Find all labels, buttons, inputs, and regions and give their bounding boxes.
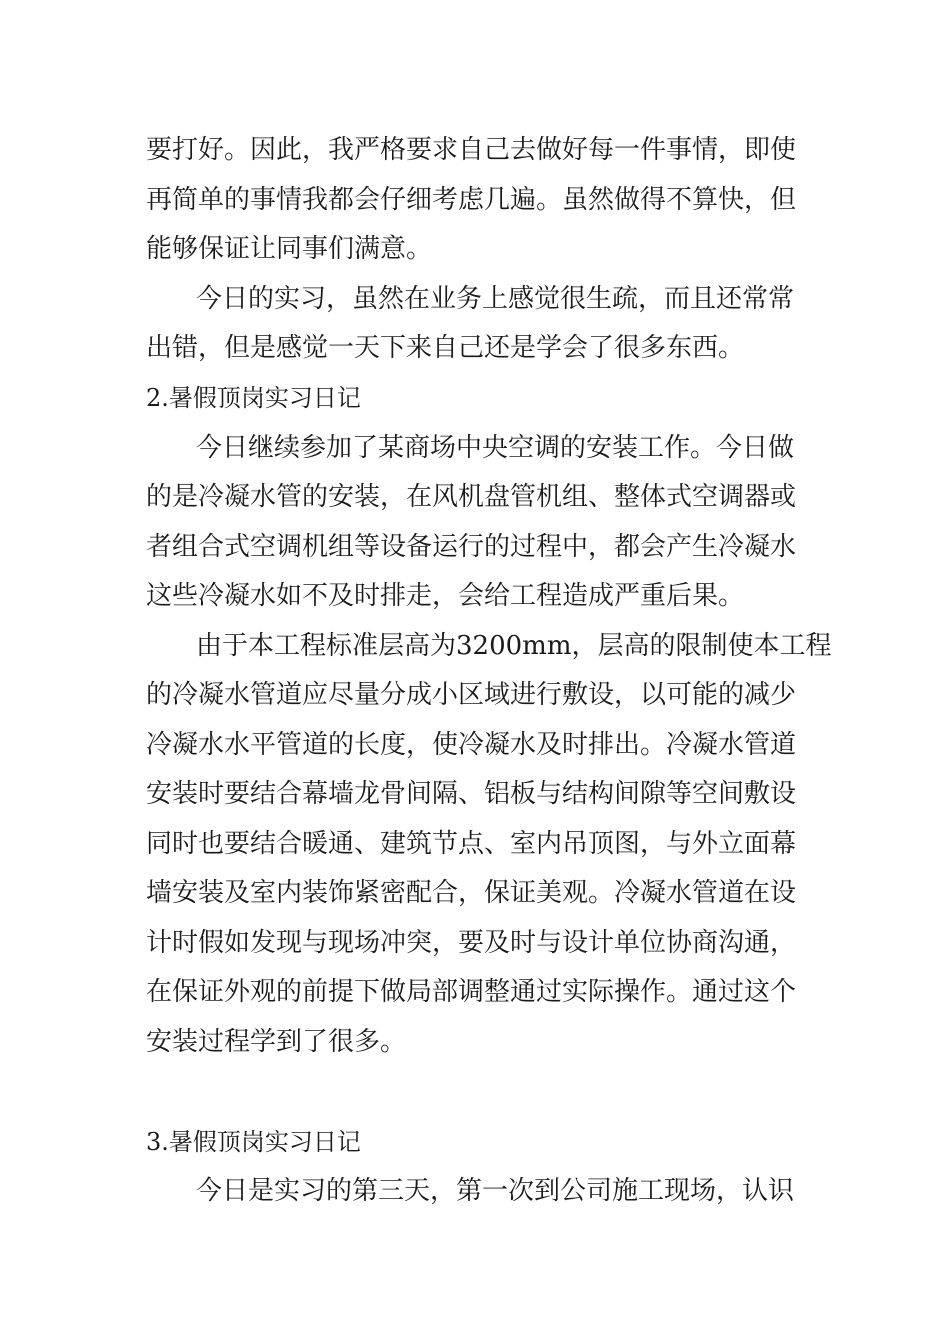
paragraph-line: 同时也要结合暖通、建筑节点、室内吊顶图，与外立面幕 — [146, 829, 797, 859]
section-heading: 3.暑假顶岗实习日记 — [146, 1128, 361, 1156]
paragraph-line: 安装时要结合幕墙龙骨间隔、铝板与结构间隙等空间敷设 — [146, 779, 797, 809]
paragraph-line: 者组合式空调机组等设备运行的过程中，都会产生冷凝水 — [146, 532, 797, 562]
paragraph-line: 的冷凝水管道应尽量分成小区域进行敷设，以可能的减少 — [146, 680, 797, 710]
paragraph-line: 在保证外观的前提下做局部调整通过实际操作。通过这个 — [146, 977, 797, 1007]
paragraph-line: 要打好。因此，我严格要求自己去做好每一件事情，即使 — [146, 135, 797, 165]
paragraph-line: 计时假如发现与现场冲突，要及时与设计单位协商沟通， — [146, 928, 797, 958]
paragraph-line: 由于本工程标准层高为3200mm，层高的限制使本工程 — [196, 631, 832, 661]
paragraph-line: 今日是实习的第三天，第一次到公司施工现场，认识 — [196, 1176, 795, 1206]
paragraph-line: 出错，但是感觉一天下来自己还是学会了很多东西。 — [146, 333, 745, 363]
paragraph-line: 能够保证让同事们满意。 — [146, 234, 433, 264]
paragraph-line: 今日的实习，虽然在业务上感觉很生疏，而且还常常 — [196, 284, 795, 314]
paragraph-line: 再简单的事情我都会仔细考虑几遍。虽然做得不算快，但 — [146, 185, 797, 215]
paragraph-line: 冷凝水水平管道的长度，使冷凝水及时排出。冷凝水管道 — [146, 730, 797, 760]
section-heading: 2.暑假顶岗实习日记 — [146, 384, 361, 412]
paragraph-line: 的是冷凝水管的安装，在风机盘管机组、整体式空调器或 — [146, 482, 797, 512]
paragraph-line: 安装过程学到了很多。 — [146, 1027, 407, 1057]
paragraph-line: 这些冷凝水如不及时排走，会给工程造成严重后果。 — [146, 581, 745, 611]
paragraph-line: 墙安装及室内装饰紧密配合，保证美观。冷凝水管道在设 — [146, 878, 797, 908]
paragraph-line: 今日继续参加了某商场中央空调的安装工作。今日做 — [196, 433, 795, 463]
